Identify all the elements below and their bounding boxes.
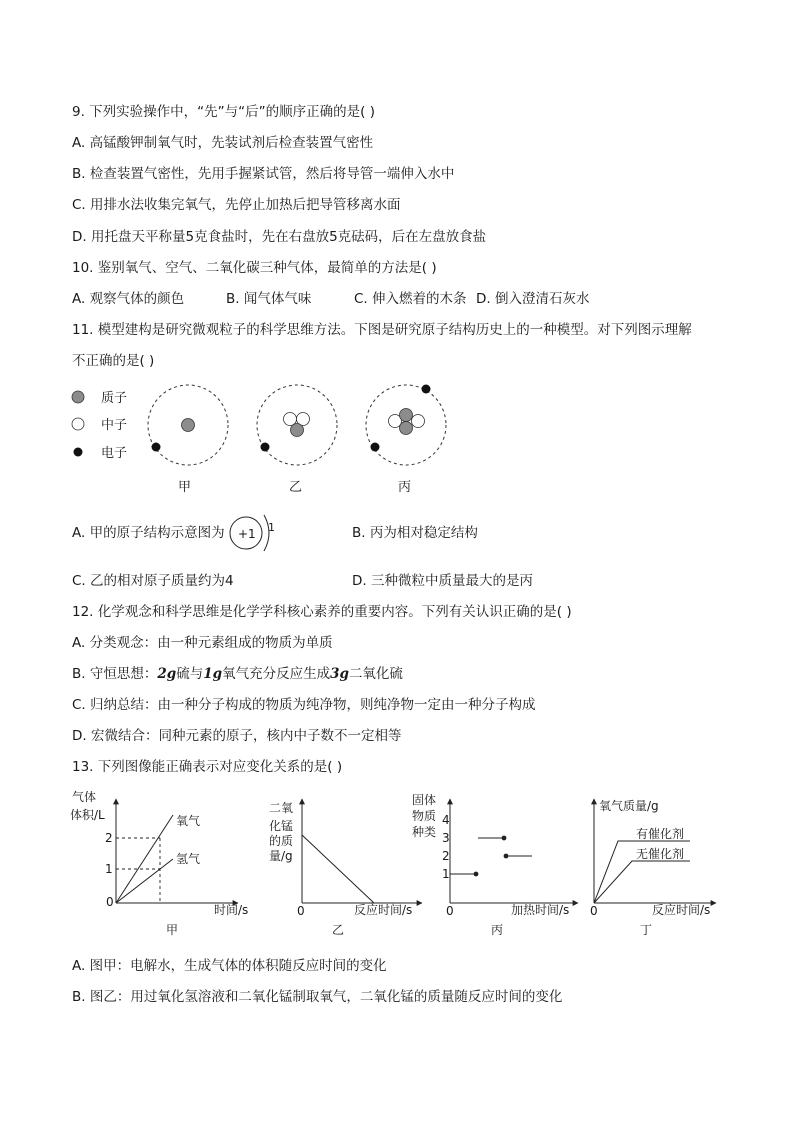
q9-option-c: C. 用排水法收集完氧气，先停止加热后把导管移离水面 <box>72 197 401 213</box>
graph-bing-ylabel-1: 固体 <box>412 793 437 807</box>
q13-option-a: A. 图甲：电解水，生成气体的体积随反应时间的变化 <box>72 958 387 974</box>
legend-proton-symbol <box>72 391 84 403</box>
graph-jia-xlabel: 时间/s <box>214 903 249 917</box>
graph-bing-point-3 <box>502 836 507 841</box>
graph-bing-point-1 <box>474 872 479 877</box>
graph-jia-tick-1: 1 <box>105 862 113 876</box>
shell-electron-count: 1 <box>268 521 275 534</box>
proton <box>400 409 413 422</box>
electron <box>152 443 161 452</box>
neutron <box>412 415 425 428</box>
q12-b-unit1: g <box>166 666 177 682</box>
electron <box>422 385 431 394</box>
q12-option-c: C. 归纳总结：由一种分子构成的物质为纯净物，则纯净物一定由一种分子构成 <box>72 697 536 713</box>
q11-option-b: B. 丙为相对稳定结构 <box>352 525 478 541</box>
q12-option-b <box>72 665 403 683</box>
graph-jia-oxygen-label: 氧气 <box>176 814 201 828</box>
graph-yi-caption: 乙 <box>332 923 345 937</box>
graph-ding-origin: 0 <box>590 904 598 918</box>
legend-proton-label: 质子 <box>101 391 128 406</box>
model-caption-bing: 丙 <box>398 480 412 495</box>
graph-jia-ylabel: 气体 <box>72 790 97 804</box>
q11-stem-line1: 11. 模型建构是研究微观粒子的科学思维方法。下图是研究原子结构历史上的一种模型。对下列图示理解 <box>72 322 692 338</box>
graph-ding <box>590 798 716 937</box>
model-jia <box>148 385 228 495</box>
q12-stem: 12. 化学观念和科学思维是化学学科核心素养的重要内容。下列有关认识正确的是( ) <box>72 604 572 620</box>
graph-ding-no-catalyst-label: 无催化剂 <box>636 847 685 861</box>
graph-jia-origin: 0 <box>106 895 114 909</box>
graph-yi-ylabel-3: 的质 <box>269 834 294 848</box>
graph-jia-tick-2: 2 <box>105 831 113 845</box>
q10-option-c: C. 伸入燃着的木条 <box>354 291 467 307</box>
graph-bing-tick-2: 2 <box>442 849 450 863</box>
atom-models-figure <box>60 378 480 500</box>
legend-neutron-symbol <box>72 418 84 430</box>
q12-option-d: D. 宏微结合：同种元素的原子，核内中子数不一定相等 <box>72 728 402 744</box>
q12-b-unit2: g <box>212 666 223 682</box>
q11-option-a: A. 甲的原子结构示意图为 <box>72 525 225 541</box>
graph-yi-ylabel-1: 二氧 <box>269 801 294 815</box>
q10-option-b: B. 闻气体气味 <box>226 291 312 307</box>
graph-jia-hydrogen-label: 氢气 <box>176 852 201 866</box>
q11-stem-line2: 不正确的是( ) <box>72 353 155 369</box>
q12-b-text1: 硫与 <box>176 666 204 682</box>
proton <box>291 424 304 437</box>
graph-ding-xlabel: 反应时间/s <box>652 903 711 917</box>
nucleus-charge: +1 <box>238 527 256 541</box>
graph-bing-origin: 0 <box>446 904 454 918</box>
legend-electron-label: 电子 <box>101 446 128 461</box>
q9-option-b: B. 检查装置气密性，先用手握紧试管，然后将导管一端伸入水中 <box>72 166 455 182</box>
q12-b-unit3: g <box>339 666 349 682</box>
graph-bing-tick-3: 3 <box>442 831 450 845</box>
q11-option-d: D. 三种微粒中质量最大的是丙 <box>352 573 533 589</box>
graph-bing-tick-1: 1 <box>442 867 450 881</box>
electron <box>261 443 270 452</box>
q12-b-suffix: 二氧化硫 <box>348 666 403 682</box>
graph-jia-oxygen-line <box>116 815 173 903</box>
graph-yi-origin: 0 <box>297 904 305 918</box>
q9-stem: 9. 下列实验操作中，“先”与“后”的顺序正确的是( ) <box>72 104 375 120</box>
atom-structure-diagram <box>224 510 280 556</box>
model-bing <box>366 385 446 496</box>
q12-b-num3: 3 <box>330 666 340 682</box>
electron <box>371 443 380 452</box>
q11-option-c: C. 乙的相对原子质量约为4 <box>72 573 234 589</box>
proton <box>400 422 413 435</box>
q13-stem: 13. 下列图像能正确表示对应变化关系的是( ) <box>72 759 343 775</box>
graph-jia-caption: 甲 <box>166 923 179 937</box>
q9-option-a: A. 高锰酸钾制氧气时，先装试剂后检查装置气密性 <box>72 135 374 151</box>
graph-ding-ylabel: 氧气质量/g <box>599 799 659 813</box>
proton <box>182 419 195 432</box>
graph-jia-ylabel-unit: 体积/L <box>70 808 105 822</box>
graph-bing <box>412 792 578 937</box>
q10-option-d: D. 倒入澄清石灰水 <box>476 291 590 307</box>
graph-yi-xlabel: 反应时间/s <box>354 903 413 917</box>
graph-yi-data-line <box>302 835 374 903</box>
graph-ding-no-catalyst-line <box>594 861 690 903</box>
graph-bing-caption: 丙 <box>491 923 504 937</box>
q12-b-num1: 2 <box>157 666 167 682</box>
graph-jia <box>70 789 248 937</box>
q10-option-a: A. 观察气体的颜色 <box>72 291 185 307</box>
graph-bing-ylabel-3: 种类 <box>412 825 437 839</box>
model-caption-jia: 甲 <box>178 480 192 495</box>
graph-yi-ylabel-2: 化锰 <box>269 819 294 833</box>
q13-option-b: B. 图乙：用过氧化氢溶液和二氧化锰制取氧气，二氧化锰的质量随反应时间的变化 <box>72 989 563 1005</box>
graph-jia-hydrogen-line <box>116 859 173 903</box>
graph-bing-ylabel-2: 物质 <box>412 809 437 823</box>
q12-b-prefix: B. 守恒思想： <box>72 666 158 682</box>
graph-yi-ylabel-4: 量/g <box>269 849 293 863</box>
graph-bing-xlabel: 加热时间/s <box>511 903 570 917</box>
graph-ding-caption: 丁 <box>640 923 653 937</box>
q13-graphs-figure <box>66 785 730 940</box>
graph-bing-point-2 <box>504 854 509 859</box>
legend-neutron-label: 中子 <box>101 418 128 433</box>
q10-stem: 10. 鉴别氧气、空气、二氧化碳三种气体，最简单的方法是( ) <box>72 260 437 276</box>
legend-electron-symbol <box>74 448 83 457</box>
q9-option-d: D. 用托盘天平称量5克食盐时，先在右盘放5克砝码，后在左盘放食盐 <box>72 229 487 245</box>
graph-yi <box>269 799 422 937</box>
q12-b-num2: 1 <box>203 666 213 682</box>
model-caption-yi: 乙 <box>289 480 303 495</box>
q12-option-a: A. 分类观念：由一种元素组成的物质为单质 <box>72 635 333 651</box>
graph-bing-tick-4: 4 <box>442 813 450 827</box>
model-yi <box>257 385 337 495</box>
q12-b-text2: 氧气充分反应生成 <box>222 666 331 682</box>
graph-ding-catalyst-label: 有催化剂 <box>636 827 685 841</box>
